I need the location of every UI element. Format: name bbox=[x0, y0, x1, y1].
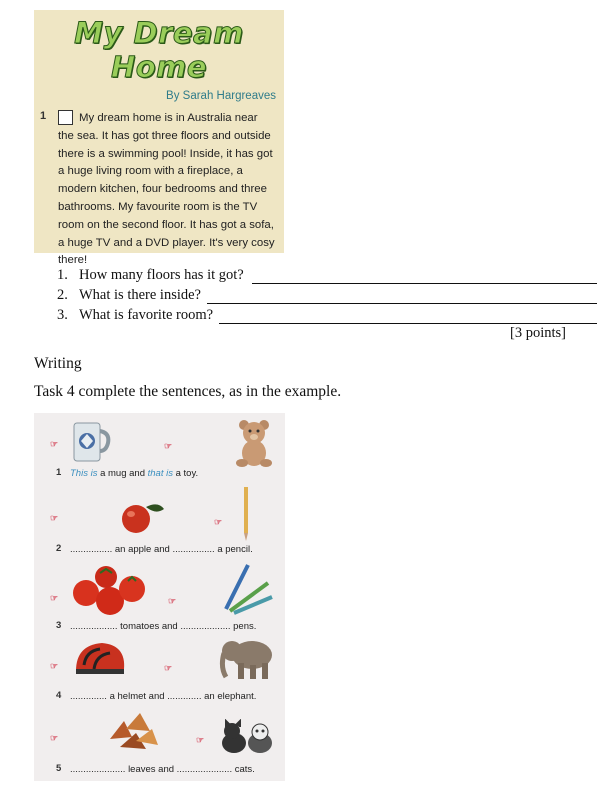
points-label: [3 points] bbox=[510, 325, 566, 341]
section-heading: Writing bbox=[34, 355, 82, 372]
pointing-hand-icon: ☞ bbox=[50, 733, 59, 743]
answer-line[interactable] bbox=[219, 309, 597, 324]
paragraph-text: My dream home is in Australia near the sea. It has got three floors and outside there is a swimming pool! Inside, it has got a huge living room with a fireplace, a modern kitchen, four bedrooms and three bathrooms. My favourite room is the TV room on the second floor. It has got a sofa, a huge TV and a DVD player. It's very cosy there! bbox=[58, 112, 275, 267]
reading-title: My Dream Home bbox=[74, 16, 244, 84]
answer-line[interactable] bbox=[252, 269, 597, 284]
row-number: 4 bbox=[56, 690, 62, 701]
example-mid: a mug and bbox=[97, 468, 148, 479]
pointing-hand-icon: ☞ bbox=[164, 441, 173, 451]
elephant-image bbox=[218, 635, 276, 683]
example-lead: This is bbox=[70, 468, 98, 479]
teddy-bear-image bbox=[234, 417, 274, 469]
apple-image bbox=[118, 499, 166, 535]
pointing-hand-icon: ☞ bbox=[50, 593, 59, 603]
question-number: 1. bbox=[57, 267, 68, 283]
helmet-image bbox=[72, 639, 128, 679]
exercise-card bbox=[34, 413, 285, 781]
question-row bbox=[57, 304, 597, 324]
row-number: 1 bbox=[56, 467, 62, 478]
pens-image bbox=[220, 559, 276, 615]
task-instruction: Task 4 complete the sentences, as in the example. bbox=[34, 383, 342, 400]
reading-author: By Sarah Hargreaves bbox=[166, 90, 276, 102]
pointing-hand-icon: ☞ bbox=[50, 513, 59, 523]
question-row bbox=[57, 284, 597, 304]
example-end: a toy. bbox=[172, 468, 199, 479]
exercise-sentence: ................ an apple and ................ a pencil. bbox=[70, 544, 253, 555]
question-text: What is favorite room? bbox=[79, 307, 214, 323]
leaves-image bbox=[106, 709, 160, 753]
pointing-hand-icon: ☞ bbox=[164, 663, 173, 673]
tomatoes-image bbox=[70, 563, 150, 619]
pointing-hand-icon: ☞ bbox=[214, 517, 223, 527]
reading-paragraph bbox=[42, 110, 276, 270]
example-lead: that is bbox=[147, 468, 173, 479]
answer-checkbox[interactable] bbox=[58, 110, 73, 125]
pointing-hand-icon: ☞ bbox=[50, 439, 59, 449]
comprehension-questions bbox=[57, 264, 597, 324]
mug-image bbox=[70, 419, 112, 465]
pencil-image bbox=[240, 485, 252, 543]
pointing-hand-icon: ☞ bbox=[196, 735, 205, 745]
answer-line[interactable] bbox=[207, 289, 597, 304]
question-text: What is there inside? bbox=[79, 287, 201, 303]
pointing-hand-icon: ☞ bbox=[168, 596, 177, 606]
pointing-hand-icon: ☞ bbox=[50, 661, 59, 671]
paragraph-number: 1 bbox=[40, 110, 47, 122]
question-number: 2. bbox=[57, 287, 68, 303]
row-number: 3 bbox=[56, 620, 62, 631]
reading-card bbox=[34, 10, 284, 267]
exercise-sentence: .............. a helmet and ............. an elephant. bbox=[70, 691, 257, 702]
question-row bbox=[57, 264, 597, 284]
exercise-sentence: ..................... leaves and ..................... cats. bbox=[70, 764, 255, 775]
example-sentence bbox=[70, 468, 198, 479]
question-text: How many floors has it got? bbox=[79, 267, 244, 283]
row-number: 2 bbox=[56, 543, 62, 554]
row-number: 5 bbox=[56, 763, 62, 774]
question-number: 3. bbox=[57, 307, 68, 323]
cats-image bbox=[218, 719, 276, 755]
exercise-sentence: .................. tomatoes and ................... pens. bbox=[70, 621, 257, 632]
